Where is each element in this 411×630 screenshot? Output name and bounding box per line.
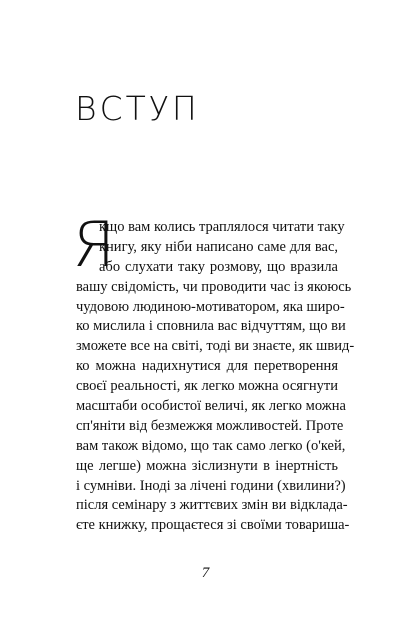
text-line: після семінару з життєвих змін ви відклада- [76,497,348,514]
page-number: 7 [201,565,210,581]
text-line: масштаби особистої величі, як легко можна [76,398,346,415]
text-line: ко можна надихнутися для перетворення [76,358,338,375]
text-line: вам також відомо, що так само легко (о'кей, [76,437,346,454]
body-paragraph [76,218,355,536]
drop-cap: Я [72,208,116,281]
chapter-title: ВСТУП [75,89,200,128]
text-line: і сумніви. Іноді за лічені години (хвилини?) [76,477,346,494]
text-line: сп'яніти від безмежжя можливостей. Проте [76,417,344,434]
text-line: єте книжку, прощаєтеся зі своїми товариша- [76,517,350,534]
text-line: зможете все на світі, тоді ви знаєте, як швид- [76,338,355,355]
text-line: своєї реальності, як легко можна осягнути [76,378,338,395]
text-line: ко мислила і сповнила вас відчуттям, що ви [76,318,346,335]
text-line: або слухати таку розмову, що вразила [99,258,338,275]
text-line: книгу, яку ніби написано саме для вас, [99,238,338,255]
text-line: ще легше) можна зіслизнути в інертність [76,457,338,474]
text-line: кщо вам колись траплялося читати таку [99,219,345,235]
text-line: чудовою людиною-мотиватором, яка широ- [76,298,345,315]
text-line: вашу свідомість, чи проводити час із якоюсь [76,278,352,295]
